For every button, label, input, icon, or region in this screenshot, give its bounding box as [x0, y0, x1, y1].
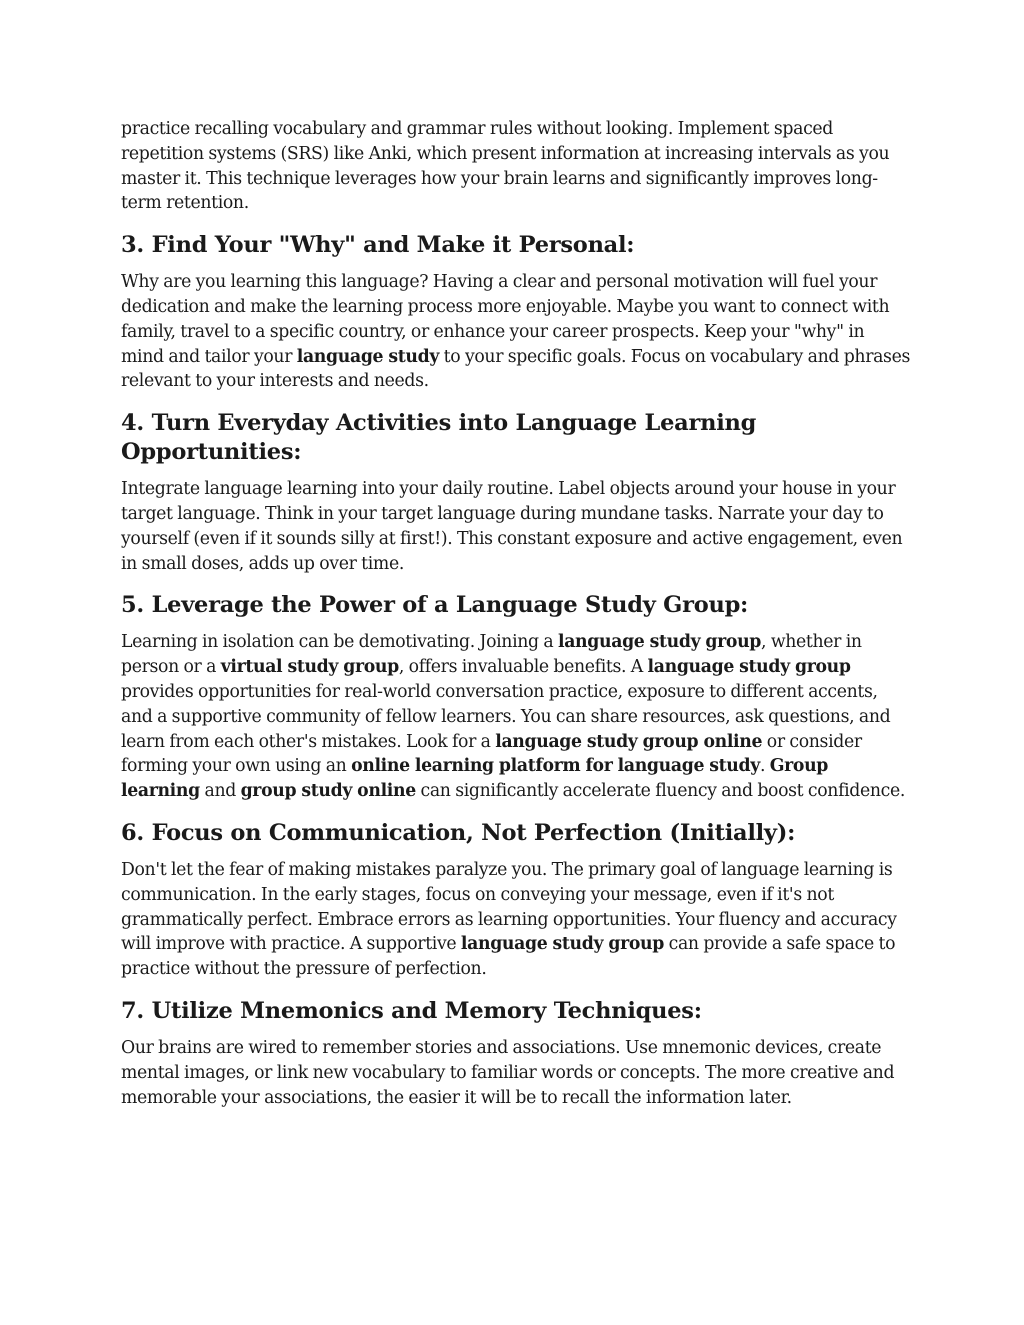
text-run: can provide a safe space to practice without the pressure of perfection. — [121, 934, 896, 980]
text-run: Don't let the fear of making mistakes paralyze you. The primary goal of language learning is communication. In the early stages, focus on conveying your message, even if it's not grammatically perfect. Embrace errors as learning opportunities. Your fluency and accuracy will improve with practice. A supportive — [121, 859, 897, 955]
text-run: Learning in isolation can be demotivating. Joining a — [121, 632, 558, 653]
section-3 — [121, 231, 911, 394]
text-run: , offers invaluable benefits. A — [398, 657, 648, 678]
document-page — [121, 117, 911, 1110]
section-7-paragraph: Our brains are wired to remember stories and associations. Use mnemonic devices, create mental images, or link new vocabulary to familiar words or concepts. The more creative and memorable your associations, the easier it will be to recall the information later. — [121, 1037, 895, 1108]
text-run: , whether in person or a — [121, 632, 862, 678]
section-4-heading: 4. Turn Everyday Activities into Language Learning Opportunities: — [121, 410, 757, 466]
bold-term: language study group — [460, 934, 664, 955]
text-run: and — [199, 781, 241, 802]
intro-paragraph: practice recalling vocabulary and grammar rules without looking. Implement spaced repetition systems (SRS) like Anki, which present information at increasing intervals as you master it. This technique leverages how your brain learns and significantly improves long-term retention. — [121, 119, 890, 214]
section-5-paragraph — [121, 630, 911, 804]
bold-term: group study online — [240, 781, 416, 802]
section-6 — [121, 819, 911, 982]
bold-term: language study — [296, 346, 440, 367]
section-3-paragraph — [121, 270, 911, 394]
text-run: to your specific goals. Focus on vocabulary and phrases relevant to your interests and needs. — [121, 346, 910, 392]
text-run: . — [759, 756, 770, 777]
text-run: can significantly accelerate fluency and boost confidence. — [415, 781, 906, 802]
section-7 — [121, 997, 911, 1110]
section-5 — [121, 591, 911, 804]
text-run: provides opportunities for real-world conversation practice, exposure to different accents, and a supportive community of fellow learners. You can share resources, ask questions, and learn from each other's mistakes. Look for a — [121, 681, 891, 752]
bold-term: language study group — [558, 632, 762, 653]
section-4 — [121, 409, 911, 576]
bold-term: Group learning — [121, 756, 829, 802]
text-run: Why are you learning this language? Having a clear and personal motivation will fuel your dedication and make the learning process more enjoyable. Maybe you want to connect with family, travel to a specific country, or enhance your career prospects. Keep your "why" in mind and tailor your — [121, 272, 890, 367]
section-6-paragraph — [121, 858, 911, 982]
bold-term: language study group online — [495, 731, 763, 752]
text-run: or consider forming your own using an — [121, 731, 862, 777]
bold-term: virtual study group — [220, 657, 399, 678]
section-6-heading: 6. Focus on Communication, Not Perfection (Initially): — [121, 819, 796, 846]
bold-term: language study group — [647, 657, 851, 678]
section-3-heading: 3. Find Your "Why" and Make it Personal: — [121, 232, 635, 259]
section-5-heading: 5. Leverage the Power of a Language Study Group: — [121, 592, 749, 619]
section-7-heading: 7. Utilize Mnemonics and Memory Techniques: — [121, 997, 702, 1024]
section-4-paragraph: Integrate language learning into your daily routine. Label objects around your house in your target language. Think in your target language during mundane tasks. Narrate your day to yourself (even if it sounds silly at first!). This constant exposure and active engagement, even in small doses, adds up over time. — [121, 479, 903, 574]
bold-term: online learning platform for language study — [351, 756, 760, 777]
